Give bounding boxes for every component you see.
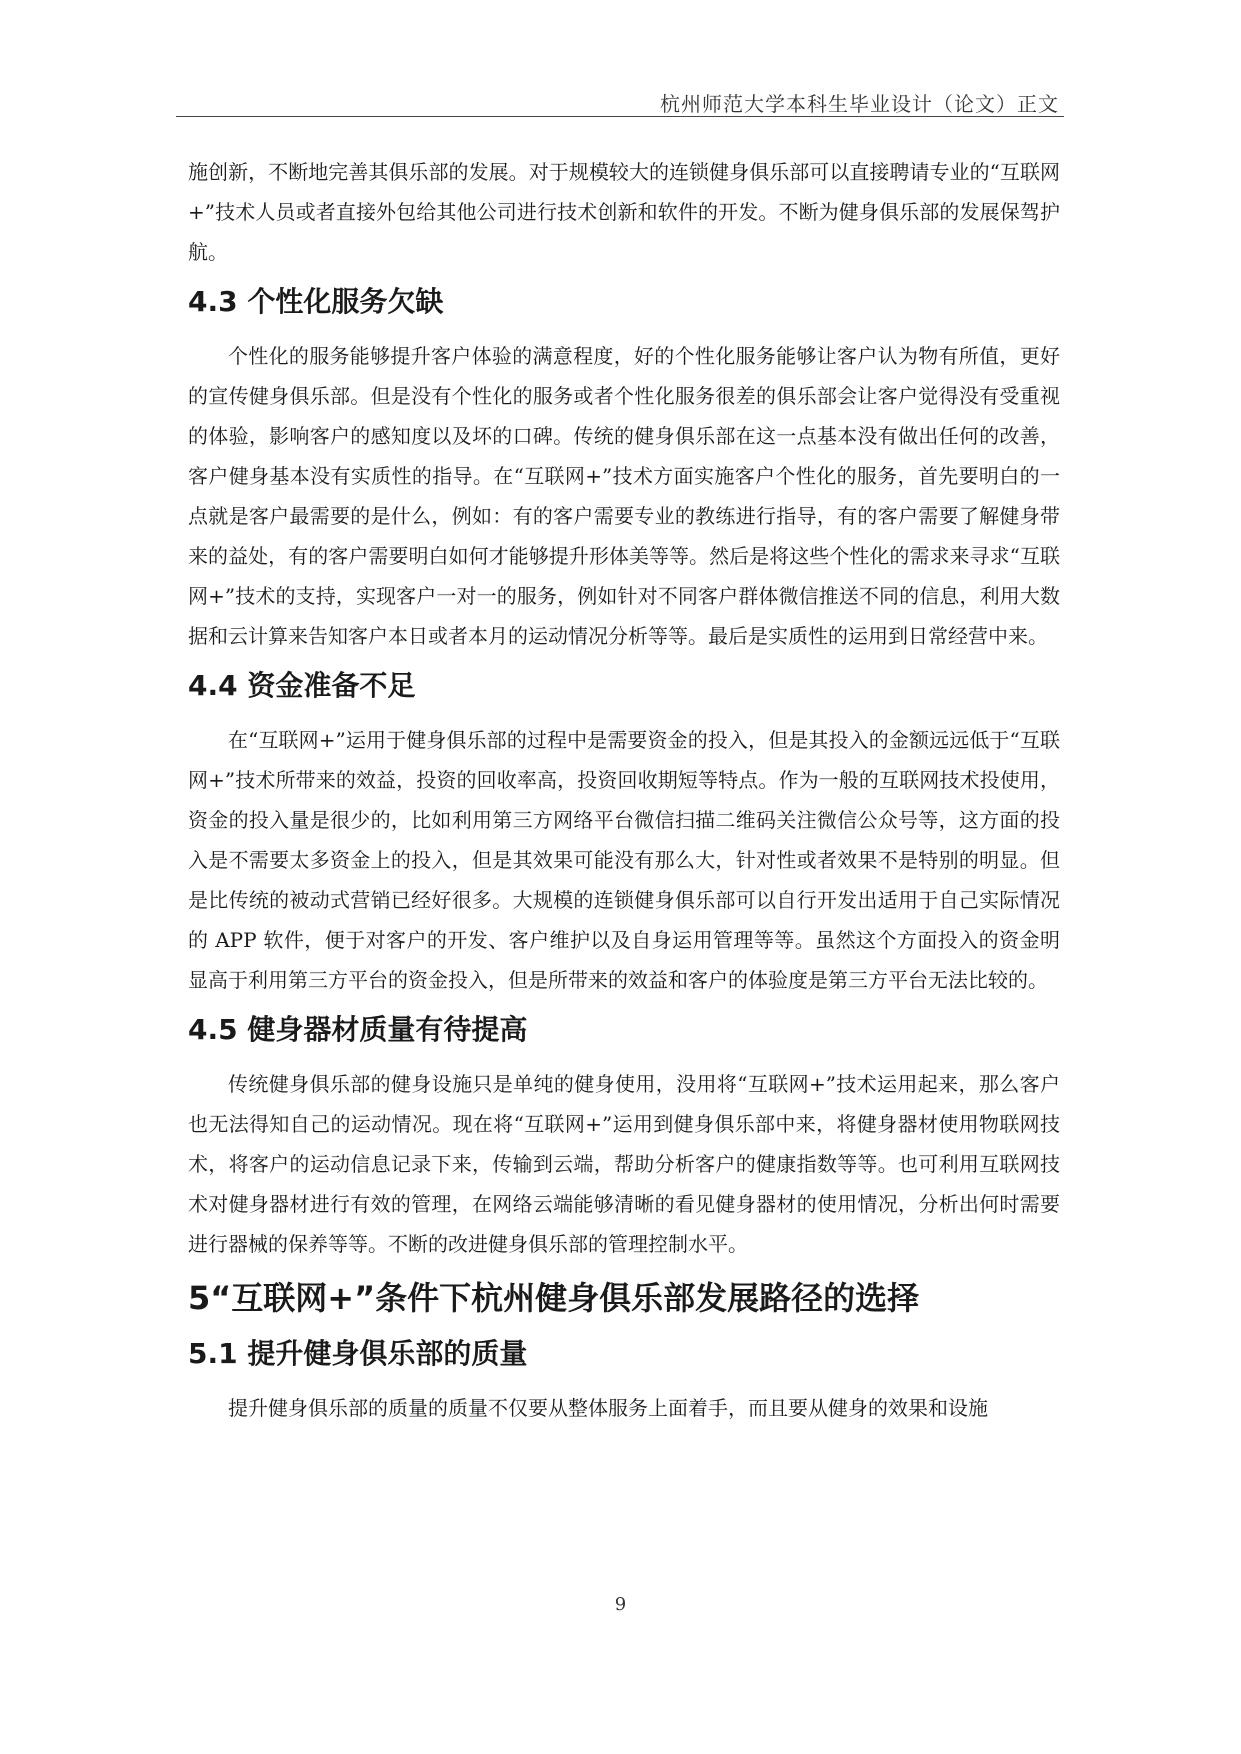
section-heading-4-5: 4.5 健身器材质量有待提高	[188, 1013, 528, 1046]
section-paragraph-5-1: 提升健身俱乐部的质量的质量不仅要从整体服务上面着手，而且要从健身的效果和设施	[228, 1396, 988, 1420]
chapter-heading-5: 5“互联网+”条件下杭州健身俱乐部发展路径的选择	[188, 1279, 920, 1317]
document-body	[188, 152, 1060, 1428]
section-heading-5-1: 5.1 提升健身俱乐部的质量	[188, 1337, 528, 1370]
running-header: 杭州师范大学本科生毕业设计（论文）正文	[660, 92, 1059, 116]
section-heading-4-3: 4.3 个性化服务欠缺	[188, 285, 444, 318]
section-heading-4-4: 4.4 资金准备不足	[188, 669, 416, 702]
page-number: 9	[614, 1594, 627, 1615]
header-divider	[176, 116, 1064, 117]
section-paragraph-4-4: 在“互联网+”运用于健身俱乐部的过程中是需要资金的投入，但是其投入的金额远远低于“互联网+”技术所带来的效益，投资的回收率高，投资回收期短等特点。作为一般的互联网技术投使用，资金的投入量是很少的，比如利用第三方网络平台微信扫描二维码关注微信公众号等，这方面的投入是不需要太多资金上的投入，但是其效果可能没有那么大，针对性或者效果不是特别的明显。但是比传统的被动式营销已经好很多。大规模的连锁健身俱乐部可以自行开发出适用于自己实际情况的 APP 软件，便于对客户的开发、客户维护以及自身运用管理等等。虽然这个方面投入的资金明显高于利用第三方平台的资金投入，但是所带来的效益和客户的体验度是第三方平台无法比较的。	[188, 728, 1060, 992]
section-paragraph-4-3: 个性化的服务能够提升客户体验的满意程度，好的个性化服务能够让客户认为物有所值，更好的宣传健身俱乐部。但是没有个性化的服务或者个性化服务很差的俱乐部会让客户觉得没有受重视的体验，影响客户的感知度以及坏的口碑。传统的健身俱乐部在这一点基本没有做出任何的改善，客户健身基本没有实质性的指导。在“互联网+”技术方面实施客户个性化的服务，首先要明白的一点就是客户最需要的是什么，例如：有的客户需要专业的教练进行指导，有的客户需要了解健身带来的益处，有的客户需要明白如何才能够提升形体美等等。然后是将这些个性化的需求来寻求“互联网+”技术的支持，实现客户一对一的服务，例如针对不同客户群体微信推送不同的信息，利用大数据和云计算来告知客户本日或者本月的运动情况分析等等。最后是实质性的运用到日常经营中来。	[188, 344, 1060, 648]
section-paragraph-4-5: 传统健身俱乐部的健身设施只是单纯的健身使用，没用将“互联网+”技术运用起来，那么客户也无法得知自己的运动情况。现在将“互联网+”运用到健身俱乐部中来，将健身器材使用物联网技术，将客户的运动信息记录下来，传输到云端，帮助分析客户的健康指数等等。也可利用互联网技术对健身器材进行有效的管理，在网络云端能够清晰的看见健身器材的使用情况，分析出何时需要进行器械的保养等等。不断的改进健身俱乐部的管理控制水平。	[188, 1072, 1060, 1256]
intro-paragraph: 施创新，不断地完善其俱乐部的发展。对于规模较大的连锁健身俱乐部可以直接聘请专业的“互联网+”技术人员或者直接外包给其他公司进行技术创新和软件的开发。不断为健身俱乐部的发展保驾护航。	[188, 160, 1060, 264]
